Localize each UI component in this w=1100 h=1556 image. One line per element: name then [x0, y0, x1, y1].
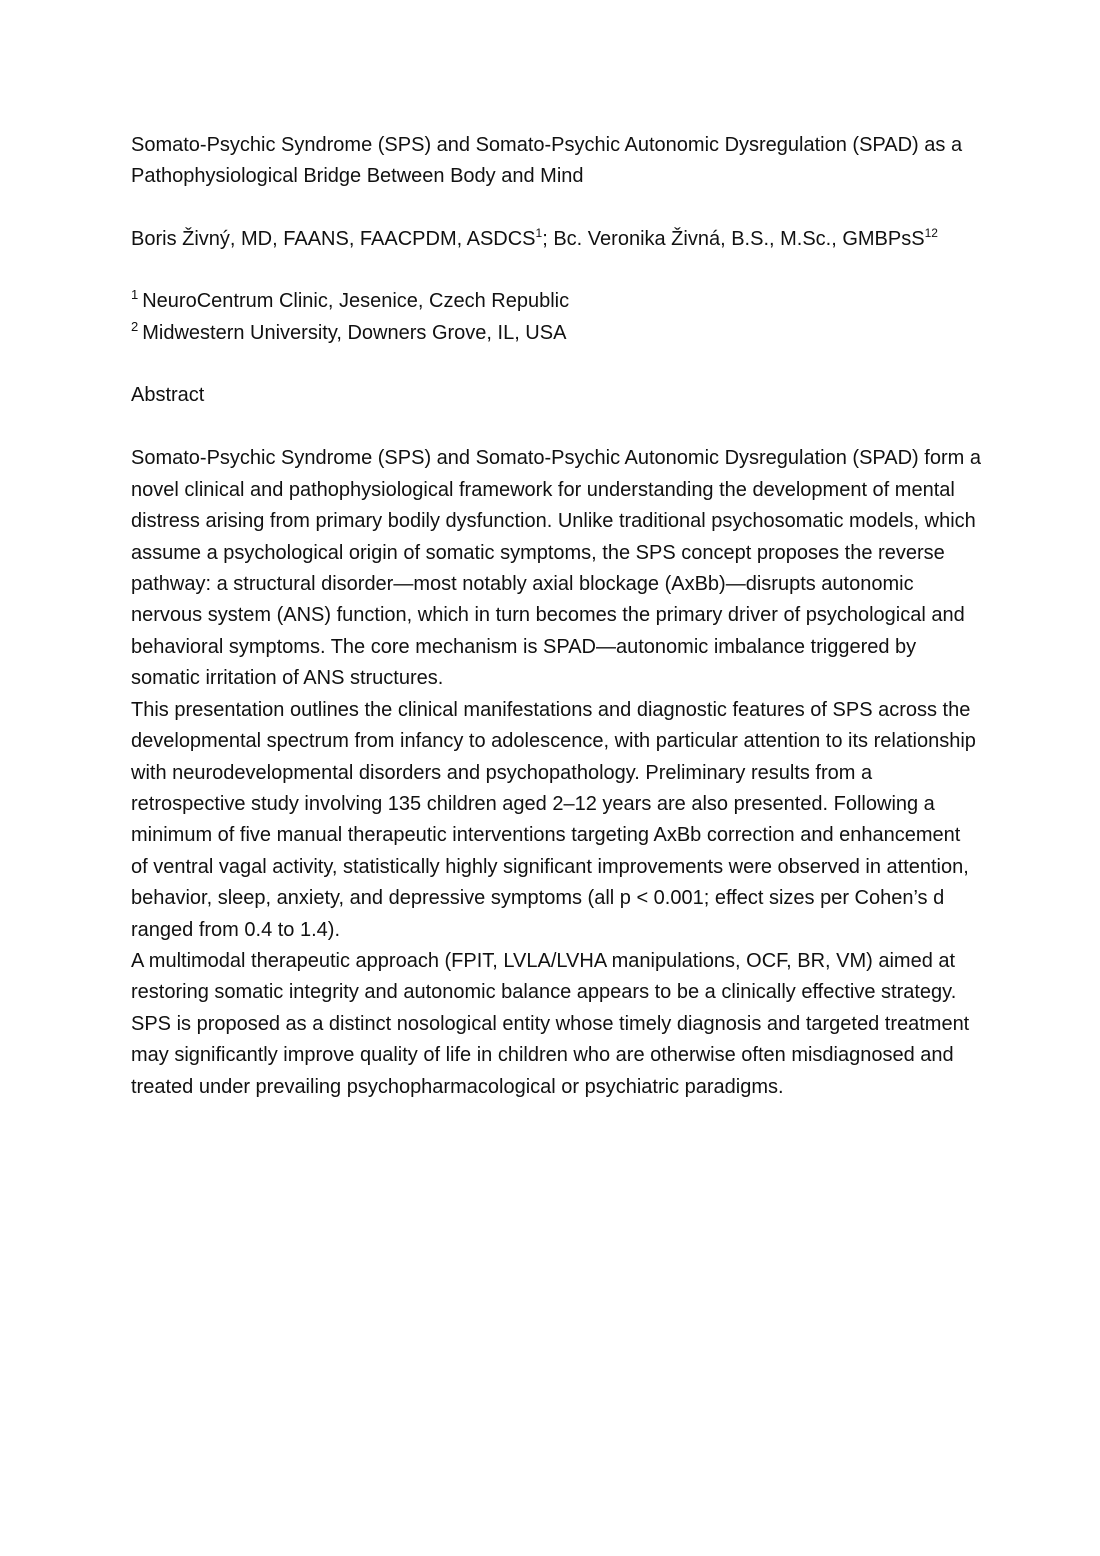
- affiliation-item: [131, 318, 981, 349]
- affiliation-mark: 1: [535, 225, 543, 240]
- affiliation-mark: 2: [131, 318, 139, 334]
- author-separator: ;: [542, 227, 554, 250]
- author-name: Bc. Veronika Živná, B.S., M.Sc., GMBPsS: [553, 227, 925, 250]
- abstract-body: [131, 443, 981, 1103]
- document-title: Somato-Psychic Syndrome (SPS) and Somato-Psychic Autonomic Dysregulation (SPAD) as a Pathophysiological Bridge Between Body and Mind: [131, 134, 963, 188]
- abstract-paragraph: Somato-Psychic Syndrome (SPS) and Somato-Psychic Autonomic Dysregulation (SPAD) form a novel clinical and pathophysiological framework for understanding the development of mental distress arising from primary bodily dysfunction. Unlike traditional psychosomatic models, which assume a psychological origin of somatic symptoms, the SPS concept proposes the reverse pathway: a structural disorder—most notably axial blockage (AxBb)—disrupts autonomic nervous system (ANS) function, which in turn becomes the primary driver of psychological and behavioral symptoms. The core mechanism is SPAD—autonomic imbalance triggered by somatic irritation of ANS structures.: [131, 447, 981, 690]
- affiliation-mark: 12: [924, 225, 938, 240]
- author-name: Boris Živný, MD, FAANS, FAACPDM, ASDCS: [131, 227, 536, 250]
- abstract-paragraph: A multimodal therapeutic approach (FPIT, LVLA/LVHA manipulations, OCF, BR, VM) aimed at restoring somatic integrity and autonomic balance appears to be a clinically effective strategy. SPS is proposed as a distinct nosological entity whose timely diagnosis and targeted treatment may significantly improve quality of life in children who are otherwise often misdiagnosed and treated under prevailing psychopharmacological or psychiatric paradigms.: [131, 949, 970, 1098]
- affiliation-list: [131, 286, 981, 349]
- affiliation-mark: 1: [131, 287, 139, 303]
- affiliation-text: NeuroCentrum Clinic, Jesenice, Czech Republic: [142, 290, 570, 313]
- abstract-heading: Abstract: [131, 384, 205, 407]
- author-line: [131, 224, 981, 255]
- affiliation-item: [131, 286, 981, 317]
- document-body: [131, 130, 981, 1103]
- abstract-paragraph: This presentation outlines the clinical manifestations and diagnostic features of SPS across the developmental spectrum from infancy to adolescence, with particular attention to its relationship with neurodevelopmental disorders and psychopathology. Preliminary results from a retrospective study involving 135 children aged 2–12 years are also presented. Following a minimum of five manual therapeutic interventions targeting AxBb correction and enhancement of ventral vagal activity, statistically highly significant improvements were observed in attention, behavior, sleep, anxiety, and depressive symptoms (all p < 0.001; effect sizes per Cohen’s d ranged from 0.4 to 1.4).: [131, 698, 976, 941]
- affiliation-text: Midwestern University, Downers Grove, IL, USA: [142, 321, 567, 344]
